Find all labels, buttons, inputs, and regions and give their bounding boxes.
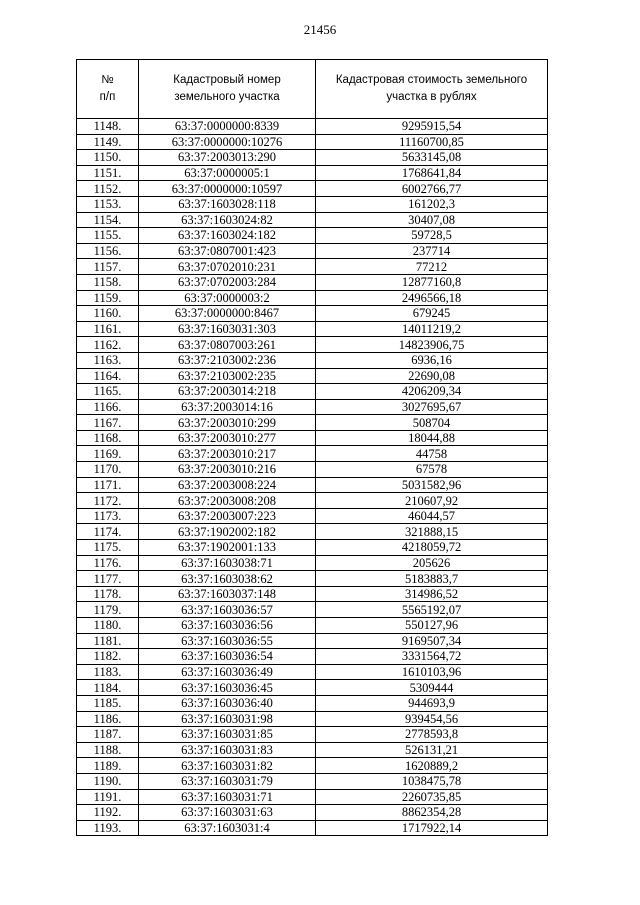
cadastral-number: 63:37:1603031:71	[139, 789, 316, 805]
cadastral-number: 63:37:1603036:55	[139, 633, 316, 649]
cadastral-value: 1717922,14	[316, 820, 548, 836]
row-index: 1160.	[77, 306, 139, 322]
cadastral-value: 9295915,54	[316, 119, 548, 135]
table-row	[77, 415, 548, 431]
cadastral-number: 63:37:1603031:63	[139, 805, 316, 821]
cadastral-number: 63:37:1603031:4	[139, 820, 316, 836]
cadastral-value: 5633145,08	[316, 150, 548, 166]
row-index: 1184.	[77, 680, 139, 696]
row-index: 1171.	[77, 477, 139, 493]
row-index: 1189.	[77, 758, 139, 774]
cadastral-value: 22690,08	[316, 368, 548, 384]
cadastral-value: 550127,96	[316, 618, 548, 634]
cadastral-value: 939454,56	[316, 711, 548, 727]
table-row	[77, 212, 548, 228]
table-row	[77, 508, 548, 524]
cadastral-value: 1620889,2	[316, 758, 548, 774]
table-row	[77, 165, 548, 181]
table-row	[77, 540, 548, 556]
row-index: 1165.	[77, 384, 139, 400]
cadastral-number: 63:37:0000000:8339	[139, 119, 316, 135]
cadastral-value: 67578	[316, 462, 548, 478]
row-index: 1151.	[77, 165, 139, 181]
cadastral-value: 2778593,8	[316, 727, 548, 743]
cadastral-number: 63:37:1603031:85	[139, 727, 316, 743]
table-row	[77, 727, 548, 743]
table-row	[77, 430, 548, 446]
header-cadastral-value	[316, 60, 548, 119]
cadastral-number: 63:37:2003014:16	[139, 399, 316, 415]
table-row	[77, 259, 548, 275]
cadastral-number: 63:37:1603031:98	[139, 711, 316, 727]
row-index: 1181.	[77, 633, 139, 649]
cadastral-value: 1610103,96	[316, 664, 548, 680]
cadastral-number: 63:37:2003007:223	[139, 508, 316, 524]
cadastral-value: 508704	[316, 415, 548, 431]
table-row	[77, 633, 548, 649]
header-cadastral-line1: Кадастровый номер	[173, 74, 281, 86]
cadastral-value: 5309444	[316, 680, 548, 696]
header-cadastral-line2: земельного участка	[174, 91, 280, 103]
cadastral-value: 944693,9	[316, 695, 548, 711]
table-row	[77, 321, 548, 337]
cadastral-value: 321888,15	[316, 524, 548, 540]
table-body	[77, 119, 548, 836]
row-index: 1190.	[77, 773, 139, 789]
cadastral-value: 5565192,07	[316, 602, 548, 618]
row-index: 1159.	[77, 290, 139, 306]
cadastral-number: 63:37:2003013:290	[139, 150, 316, 166]
table-row	[77, 711, 548, 727]
header-index-line2: п/п	[99, 91, 116, 103]
cadastral-value: 14823906,75	[316, 337, 548, 353]
cadastral-value: 4206209,34	[316, 384, 548, 400]
table-row	[77, 290, 548, 306]
row-index: 1156.	[77, 243, 139, 259]
row-index: 1176.	[77, 555, 139, 571]
cadastral-number: 63:37:1603028:118	[139, 196, 316, 212]
cadastral-value: 3027695,67	[316, 399, 548, 415]
table-row	[77, 477, 548, 493]
table-row	[77, 134, 548, 150]
header-index	[77, 60, 139, 119]
cadastral-value: 46044,57	[316, 508, 548, 524]
cadastral-number: 63:37:0000005:1	[139, 165, 316, 181]
row-index: 1149.	[77, 134, 139, 150]
table-row	[77, 649, 548, 665]
table-row	[77, 274, 548, 290]
cadastral-number: 63:37:2003010:277	[139, 430, 316, 446]
cadastral-number: 63:37:1603038:62	[139, 571, 316, 587]
row-index: 1183.	[77, 664, 139, 680]
cadastral-value: 237714	[316, 243, 548, 259]
cadastral-number: 63:37:0000000:10597	[139, 181, 316, 197]
cadastral-value: 205626	[316, 555, 548, 571]
row-index: 1173.	[77, 508, 139, 524]
table-row	[77, 368, 548, 384]
row-index: 1169.	[77, 446, 139, 462]
row-index: 1191.	[77, 789, 139, 805]
row-index: 1164.	[77, 368, 139, 384]
table-row	[77, 243, 548, 259]
cadastral-number: 63:37:0807003:261	[139, 337, 316, 353]
cadastral-number: 63:37:0000000:8467	[139, 306, 316, 322]
cadastral-value: 77212	[316, 259, 548, 275]
row-index: 1155.	[77, 228, 139, 244]
table-row	[77, 306, 548, 322]
cadastral-value: 3331564,72	[316, 649, 548, 665]
table-row	[77, 493, 548, 509]
cadastral-value: 679245	[316, 306, 548, 322]
cadastral-number: 63:37:0807001:423	[139, 243, 316, 259]
table-row	[77, 820, 548, 836]
row-index: 1168.	[77, 430, 139, 446]
table-row	[77, 789, 548, 805]
row-index: 1185.	[77, 695, 139, 711]
cadastral-value: 161202,3	[316, 196, 548, 212]
cadastral-number: 63:37:1603038:71	[139, 555, 316, 571]
table-row	[77, 228, 548, 244]
header-value-line1: Кадастровая стоимость земельного	[335, 74, 528, 86]
header-value-line2: участка в рублях	[386, 91, 477, 103]
header-index-line1: №	[101, 74, 114, 86]
cadastral-number: 63:37:0000003:2	[139, 290, 316, 306]
table-row	[77, 571, 548, 587]
row-index: 1186.	[77, 711, 139, 727]
table-row	[77, 150, 548, 166]
row-index: 1152.	[77, 181, 139, 197]
table-row	[77, 462, 548, 478]
row-index: 1172.	[77, 493, 139, 509]
cadastral-number: 63:37:1603036:54	[139, 649, 316, 665]
cadastral-value: 59728,5	[316, 228, 548, 244]
row-index: 1170.	[77, 462, 139, 478]
cadastral-value: 210607,92	[316, 493, 548, 509]
table-row	[77, 680, 548, 696]
cadastral-number: 63:37:1603036:40	[139, 695, 316, 711]
table-row	[77, 524, 548, 540]
cadastral-value: 5183883,7	[316, 571, 548, 587]
table-row	[77, 337, 548, 353]
table-row	[77, 119, 548, 135]
cadastral-number: 63:37:1902002:182	[139, 524, 316, 540]
cadastral-value: 6002766,77	[316, 181, 548, 197]
table-header-row	[77, 60, 548, 119]
cadastral-value: 6936,16	[316, 352, 548, 368]
cadastral-number: 63:37:2003008:224	[139, 477, 316, 493]
cadastral-value: 11160700,85	[316, 134, 548, 150]
row-index: 1150.	[77, 150, 139, 166]
cadastral-value: 314986,52	[316, 586, 548, 602]
cadastral-number: 63:37:1603036:56	[139, 618, 316, 634]
table-row	[77, 602, 548, 618]
table-row	[77, 805, 548, 821]
row-index: 1148.	[77, 119, 139, 135]
row-index: 1175.	[77, 540, 139, 556]
cadastral-number: 63:37:2003010:216	[139, 462, 316, 478]
table-row	[77, 742, 548, 758]
cadastral-number: 63:37:2003008:208	[139, 493, 316, 509]
cadastral-value: 9169507,34	[316, 633, 548, 649]
table-row	[77, 384, 548, 400]
row-index: 1153.	[77, 196, 139, 212]
cadastral-value: 2496566,18	[316, 290, 548, 306]
row-index: 1162.	[77, 337, 139, 353]
table-row	[77, 664, 548, 680]
cadastral-number: 63:37:1603036:45	[139, 680, 316, 696]
table-row	[77, 618, 548, 634]
cadastral-value: 14011219,2	[316, 321, 548, 337]
cadastral-number: 63:37:1603031:83	[139, 742, 316, 758]
cadastral-number: 63:37:0702003:284	[139, 274, 316, 290]
row-index: 1192.	[77, 805, 139, 821]
row-index: 1166.	[77, 399, 139, 415]
cadastral-value-table	[76, 59, 548, 836]
cadastral-number: 63:37:0702010:231	[139, 259, 316, 275]
cadastral-value: 4218059,72	[316, 540, 548, 556]
cadastral-value: 44758	[316, 446, 548, 462]
cadastral-number: 63:37:1603031:79	[139, 773, 316, 789]
row-index: 1154.	[77, 212, 139, 228]
cadastral-value: 1768641,84	[316, 165, 548, 181]
cadastral-number: 63:37:1603037:148	[139, 586, 316, 602]
table-row	[77, 446, 548, 462]
table-row	[77, 555, 548, 571]
cadastral-value: 30407,08	[316, 212, 548, 228]
page-number: 21456	[303, 22, 337, 37]
row-index: 1187.	[77, 727, 139, 743]
row-index: 1161.	[77, 321, 139, 337]
cadastral-number: 63:37:1603024:82	[139, 212, 316, 228]
row-index: 1157.	[77, 259, 139, 275]
row-index: 1179.	[77, 602, 139, 618]
header-cadastral-number	[139, 60, 316, 119]
cadastral-number: 63:37:1603024:182	[139, 228, 316, 244]
cadastral-number: 63:37:1902001:133	[139, 540, 316, 556]
table-row	[77, 196, 548, 212]
row-index: 1158.	[77, 274, 139, 290]
cadastral-number: 63:37:0000000:10276	[139, 134, 316, 150]
cadastral-number: 63:37:1603036:57	[139, 602, 316, 618]
cadastral-value: 5031582,96	[316, 477, 548, 493]
row-index: 1188.	[77, 742, 139, 758]
table-row	[77, 399, 548, 415]
table-row	[77, 695, 548, 711]
table-row	[77, 758, 548, 774]
cadastral-number: 63:37:2003014:218	[139, 384, 316, 400]
row-index: 1178.	[77, 586, 139, 602]
cadastral-number: 63:37:2003010:299	[139, 415, 316, 431]
table-row	[77, 773, 548, 789]
row-index: 1193.	[77, 820, 139, 836]
cadastral-value: 526131,21	[316, 742, 548, 758]
cadastral-number: 63:37:1603036:49	[139, 664, 316, 680]
row-index: 1163.	[77, 352, 139, 368]
row-index: 1167.	[77, 415, 139, 431]
row-index: 1182.	[77, 649, 139, 665]
row-index: 1177.	[77, 571, 139, 587]
cadastral-number: 63:37:1603031:303	[139, 321, 316, 337]
cadastral-value: 1038475,78	[316, 773, 548, 789]
cadastral-value: 18044,88	[316, 430, 548, 446]
cadastral-number: 63:37:1603031:82	[139, 758, 316, 774]
table-row	[77, 586, 548, 602]
cadastral-number: 63:37:2103002:235	[139, 368, 316, 384]
table-row	[77, 352, 548, 368]
cadastral-value: 2260735,85	[316, 789, 548, 805]
cadastral-value: 8862354,28	[316, 805, 548, 821]
row-index: 1174.	[77, 524, 139, 540]
table-row	[77, 181, 548, 197]
cadastral-number: 63:37:2103002:236	[139, 352, 316, 368]
cadastral-value: 12877160,8	[316, 274, 548, 290]
row-index: 1180.	[77, 618, 139, 634]
cadastral-number: 63:37:2003010:217	[139, 446, 316, 462]
